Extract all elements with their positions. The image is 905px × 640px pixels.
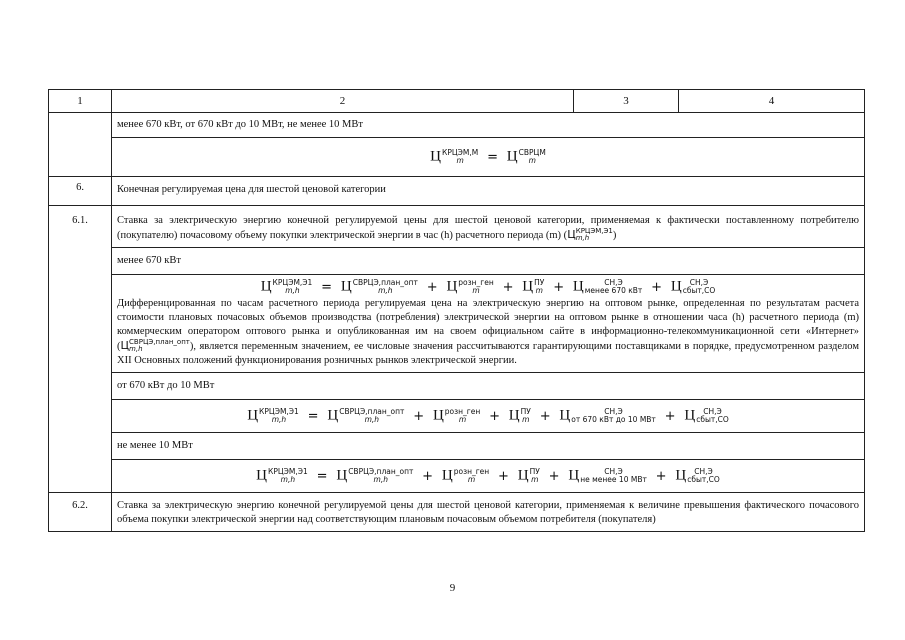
formula-670-to-10: Ц КРЦЭМ,Э1 m,h = Ц СВРЦЭ,план_опт m,h + Ц розн_ген m + Ц ПУ m + Ц СН,Э от 670 кВт до 10 МВт + Ц СН,Э сбыт,СО: [112, 400, 865, 433]
header-col-4: 4: [679, 90, 865, 113]
row-number: 6.1.: [49, 206, 112, 493]
tariff-table: [48, 89, 865, 532]
header-col-2: 2: [112, 90, 574, 113]
table-row: [49, 177, 865, 206]
category-title: Конечная регулируемая цена для шестой ценовой категории: [112, 177, 865, 206]
rate-description-6-2: Ставка за электрическую энергию конечной регулируемой цены для шестой ценовой категории, применяемая к величине превышения фактического почасового объема покупки электрической энергии над соответствующим плановым почасовым объемом потребителя (покупателя): [112, 493, 865, 532]
header-row: [49, 90, 865, 113]
row-number: 6.2.: [49, 493, 112, 532]
table-row: [49, 460, 865, 493]
header-col-3: 3: [574, 90, 679, 113]
subgroup-label: не менее 10 МВт: [112, 433, 865, 460]
table-row: [49, 400, 865, 433]
table-row: [49, 275, 865, 373]
subgroup-label: менее 670 кВт: [112, 248, 865, 275]
page-number: 9: [449, 582, 456, 594]
table-row: [49, 248, 865, 275]
empty-num-cell: [49, 113, 112, 177]
voltage-ranges-text: менее 670 кВт, от 670 кВт до 10 МВт, не менее 10 МВт: [112, 113, 865, 138]
table-row: [49, 138, 865, 177]
table-row: [49, 433, 865, 460]
formula-and-definition: Ц КРЦЭМ,Э1 m,h = Ц СВРЦЭ,план_опт m,h + Ц розн_ген m + Ц ПУ m + Ц СН,Э менее 670 кВт + Ц СН,Э сбыт,СО Дифференцированная по часам расчетного периода регулируемая цена на электрическую энергию на оптовом рынке, определенная по результатам расчета стоимости плановых почасовых объемов производства (потребления) электрической энергии на оптовом рынке в отношении часа (h) расчетного периода (m) коммерческим оператором оптового рынка и опубликованная им на своем официальном сайте в информационно-телекоммуникационной сети «Интернет» (Ц СВРЦЭ,план_опт m,h ), является переменным значением, ее числовые значения рассчитываются гарантирующими поставщиками в порядке, предусмотренном разделом XII Основных положений функционирования розничных рынков электрической энергии.: [112, 275, 865, 373]
table-row: [49, 373, 865, 400]
formula-less-670: Ц КРЦЭМ,Э1 m,h = Ц СВРЦЭ,план_опт m,h + Ц розн_ген m + Ц ПУ m + Ц СН,Э менее 670 кВт + Ц СН,Э сбыт,СО: [260, 278, 716, 295]
header-col-1: 1: [49, 90, 112, 113]
row-number: 6.: [49, 177, 112, 206]
formula-krcem-m: Ц КРЦЭМ,М m = Ц СВРЦМ m: [112, 138, 865, 177]
rate-description-6-1: Ставка за электрическую энергию конечной регулируемой цены для шестой ценовой категории, применяемая к фактически поставленному потребителю (покупателю) почасовому объему покупки электрической энергии в час (h) расчетного периода (m) (Ц КРЦЭМ,Э1 m,h ): [112, 206, 865, 248]
table-row: [49, 493, 865, 532]
table-row: [49, 206, 865, 248]
subgroup-label: от 670 кВт до 10 МВт: [112, 373, 865, 400]
formula-not-less-10: Ц КРЦЭМ,Э1 m,h = Ц СВРЦЭ,план_опт m,h + Ц розн_ген m + Ц ПУ m + Ц СН,Э не менее 10 МВт + Ц СН,Э сбыт,СО: [112, 460, 865, 493]
table-row: [49, 113, 865, 138]
